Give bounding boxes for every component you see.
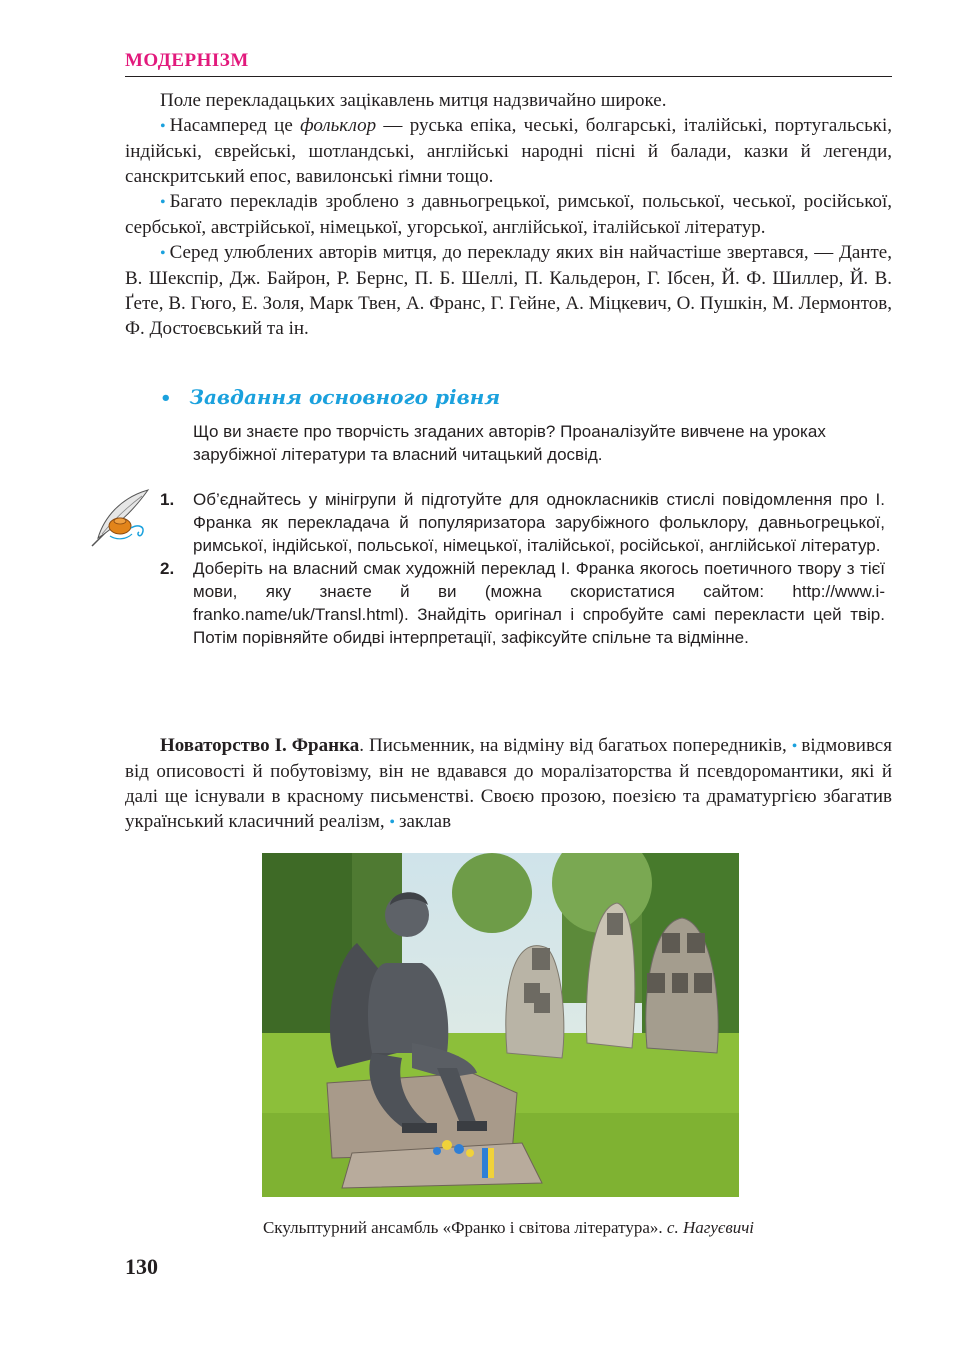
novelty-paragraph: Новаторство І. Франка. Письменник, на відміну від багатьох попередників, • відмовився від описовості й побутовізму, він не вдавався до моралізаторства й псевдоромантики, які й далі ще існували в красному письменстві. Своєю прозою, поезією та драматургією збагатив український класичний реалізм, • заклав [125, 735, 892, 832]
task-text: Що ви знаєте про творчість згаданих авторів? Проаналізуйте вивчене на уроках зарубіжної літератури та власний читацький досвід. [193, 422, 826, 464]
quill-pen-icon [90, 488, 152, 548]
novelty-heading: Новаторство І. Франка [160, 735, 360, 756]
bullet-icon: • [160, 245, 166, 262]
list-item [160, 557, 885, 649]
page-number: 130 [125, 1254, 158, 1279]
folklore-term: фольклор [300, 115, 377, 136]
assignment-list [160, 488, 885, 649]
section-title: МОДЕРНІЗМ [125, 50, 249, 71]
caption-place: с. Нагуєвичі [666, 1218, 755, 1237]
item-number: 2. [160, 559, 175, 578]
intro-paragraph-3: • Серед улюблених авторів митця, до перекладу яких він найчастіше звертався, — Данте, В. Шекспір, Дж. Байрон, Р. Бернс, П. Б. Шеллі, П. Кальдерон, Г. Ібсен, Й. Ф. Шиллер, Й. В. Ґете, В. Гюго, Е. Золя, Марк Твен, А. Франс, Г. Гейне, А. Міцкевич, О. Пушкін, М. Лермонтов, Ф. Достоєвський та ін. [125, 242, 892, 339]
bullet-icon: • [389, 814, 395, 831]
intro-lead: Поле перекладацьких зацікавлень митця надзвичайно широке. [160, 90, 667, 111]
bullet-icon: • [160, 194, 166, 211]
item-text: Об’єднайтесь у мінігрупи й підготуйте для однокласників стислі повідомлення про І. Франка як перекладача й популяризатора зарубіжного фольклору, давньогрецької, римської, індійської, польської, німецької, італійської, російської, англійської літератур. [193, 490, 885, 555]
intro-paragraph-1: • Насамперед це фольклор — руська епіка, чеські, болгарські, італійські, португальські, індійські, єврейські, шотландські, англійські народні пісні й балади, казки й легенди, санскритський епос, вавилонські ґімни тощо. [125, 115, 893, 187]
intro-text [125, 88, 892, 341]
intro-paragraph-2: • Багато перекладів зроблено з давньогрецької, римської, польської, чеської, російської, сербської, австрійської, німецької, угорської, англійської, італійської літератур. [125, 191, 892, 238]
item-text: Доберіть на власний смак художній переклад І. Франка якогось поетичного твору з тієї мови, яку знаєте й ви (можна скористатися сайтом: http://www.i-franko.name/uk/Transl.html). Знайдіть оригінал і спробуйте самі перекласти цей твір. Потім порівняйте обидві інтерпретації, зафіксуйте спільне та відмінне. [193, 559, 885, 647]
bullet-icon: • [160, 388, 172, 409]
page-header [125, 46, 892, 77]
item-number: 1. [160, 490, 175, 509]
list-item [160, 488, 885, 557]
bullet-icon: • [791, 738, 798, 755]
bullet-icon: • [160, 118, 166, 135]
sculpture-photo [262, 853, 739, 1197]
photo-caption: Скульптурний ансамбль «Франко і світова література». с. Нагуєвичі [262, 1218, 755, 1237]
task-heading: • Завдання основного рівня [160, 385, 501, 409]
